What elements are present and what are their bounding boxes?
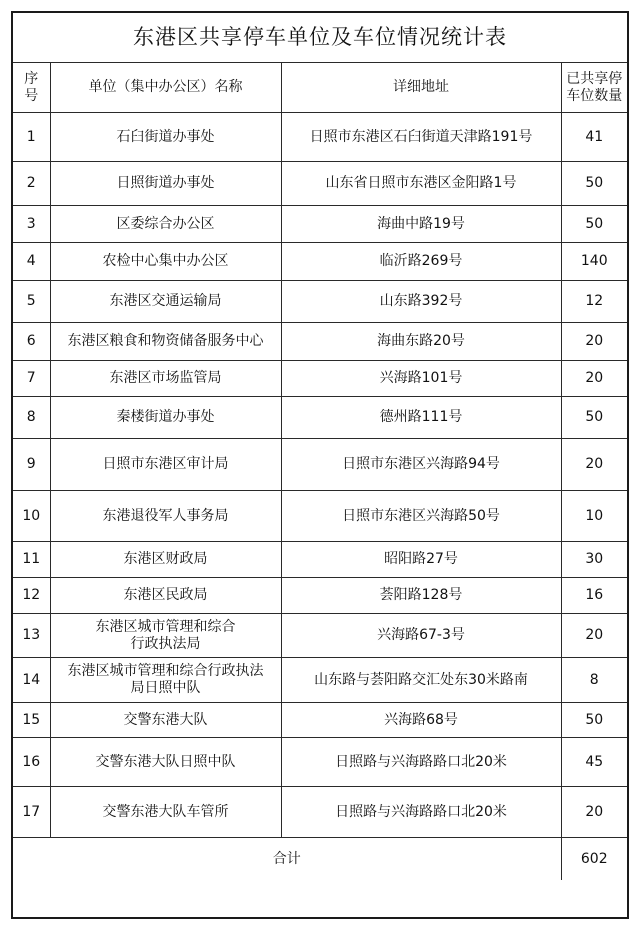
- row-spaces: 30: [561, 542, 627, 578]
- row-seq: 4: [13, 243, 50, 281]
- row-unit-name: 农检中心集中办公区: [50, 243, 281, 281]
- row-seq: 17: [13, 787, 50, 838]
- total-value: 602: [561, 838, 627, 881]
- row-seq: 15: [13, 703, 50, 738]
- table-row: [13, 361, 627, 397]
- row-seq: 8: [13, 397, 50, 439]
- row-seq: 2: [13, 162, 50, 206]
- header-spaces: 已共享停车位数量: [561, 63, 627, 113]
- parking-table-sheet: [11, 11, 629, 919]
- row-address: 荟阳路128号: [281, 578, 561, 614]
- row-unit-name: 交警东港大队车管所: [50, 787, 281, 838]
- row-spaces: 41: [561, 113, 627, 162]
- row-spaces: 50: [561, 397, 627, 439]
- table-title: 东港区共享停车单位及车位情况统计表: [13, 13, 627, 63]
- header-row: [13, 63, 627, 113]
- row-seq: 9: [13, 439, 50, 491]
- row-unit-name: 东港区民政局: [50, 578, 281, 614]
- row-spaces: 20: [561, 323, 627, 361]
- table-row: [13, 614, 627, 658]
- row-unit-name-text: 东港区粮食和物资储备服务中心: [67, 333, 264, 349]
- row-address: 兴海路101号: [281, 361, 561, 397]
- row-spaces: 20: [561, 614, 627, 658]
- row-unit-name: [50, 614, 281, 658]
- row-address: 山东省日照市东港区金阳路1号: [281, 162, 561, 206]
- row-unit-name: 石臼街道办事处: [50, 113, 281, 162]
- table-row: [13, 542, 627, 578]
- row-address: 日照路与兴海路路口北20米: [281, 787, 561, 838]
- row-unit-name: 交警东港大队: [50, 703, 281, 738]
- row-unit-name: 交警东港大队日照中队: [50, 738, 281, 787]
- row-unit-name: 日照街道办事处: [50, 162, 281, 206]
- row-seq: 16: [13, 738, 50, 787]
- table-row: [13, 206, 627, 243]
- row-seq: 12: [13, 578, 50, 614]
- row-address: 兴海路68号: [281, 703, 561, 738]
- parking-statistics-table: [13, 13, 627, 880]
- row-address: 兴海路67-3号: [281, 614, 561, 658]
- row-unit-name-text: 东港区城市管理和综合行政执法局日照中队: [67, 663, 264, 696]
- row-unit-name: [50, 658, 281, 703]
- row-spaces: 16: [561, 578, 627, 614]
- row-unit-name: 东港区市场监管局: [50, 361, 281, 397]
- total-label: 合计: [13, 838, 561, 881]
- row-address: 山东路392号: [281, 281, 561, 323]
- row-seq: 13: [13, 614, 50, 658]
- row-spaces: 20: [561, 361, 627, 397]
- row-spaces: 20: [561, 439, 627, 491]
- row-spaces: 45: [561, 738, 627, 787]
- row-unit-name: 区委综合办公区: [50, 206, 281, 243]
- row-spaces: 50: [561, 162, 627, 206]
- row-unit-name: [50, 323, 281, 361]
- row-address: 日照市东港区兴海路50号: [281, 491, 561, 542]
- row-spaces: 12: [561, 281, 627, 323]
- header-unit: 单位（集中办公区）名称: [50, 63, 281, 113]
- row-seq: 10: [13, 491, 50, 542]
- row-seq: 3: [13, 206, 50, 243]
- row-address: 日照市东港区石臼街道天津路191号: [281, 113, 561, 162]
- row-spaces: 140: [561, 243, 627, 281]
- row-unit-name-text: 东港区城市管理和综合行政执法局: [95, 618, 236, 652]
- row-address: 日照路与兴海路路口北20米: [281, 738, 561, 787]
- row-seq: 6: [13, 323, 50, 361]
- row-seq: 11: [13, 542, 50, 578]
- row-unit-name: 东港区财政局: [50, 542, 281, 578]
- table-row: [13, 703, 627, 738]
- row-unit-name: 东港区交通运输局: [50, 281, 281, 323]
- table-row: [13, 323, 627, 361]
- table-row: [13, 787, 627, 838]
- row-address: 海曲中路19号: [281, 206, 561, 243]
- row-spaces: 10: [561, 491, 627, 542]
- row-spaces: 8: [561, 658, 627, 703]
- row-spaces: 50: [561, 703, 627, 738]
- header-address: 详细地址: [281, 63, 561, 113]
- row-spaces: 20: [561, 787, 627, 838]
- row-address: 昭阳路27号: [281, 542, 561, 578]
- table-row: [13, 738, 627, 787]
- row-address: 日照市东港区兴海路94号: [281, 439, 561, 491]
- total-row: [13, 838, 627, 881]
- row-seq: 5: [13, 281, 50, 323]
- row-unit-name: 日照市东港区审计局: [50, 439, 281, 491]
- table-row: [13, 243, 627, 281]
- table-row: [13, 162, 627, 206]
- row-unit-name: 东港退役军人事务局: [50, 491, 281, 542]
- table-row: [13, 658, 627, 703]
- table-row: [13, 113, 627, 162]
- row-seq: 14: [13, 658, 50, 703]
- table-row: [13, 281, 627, 323]
- header-seq: 序号: [13, 63, 50, 113]
- row-seq: 7: [13, 361, 50, 397]
- row-address: 临沂路269号: [281, 243, 561, 281]
- row-address: 山东路与荟阳路交汇处东30米路南: [281, 658, 561, 703]
- row-seq: 1: [13, 113, 50, 162]
- table-row: [13, 439, 627, 491]
- row-unit-name: 秦楼街道办事处: [50, 397, 281, 439]
- table-row: [13, 397, 627, 439]
- table-row: [13, 491, 627, 542]
- table-row: [13, 578, 627, 614]
- row-address: 海曲东路20号: [281, 323, 561, 361]
- row-spaces: 50: [561, 206, 627, 243]
- row-address: 德州路111号: [281, 397, 561, 439]
